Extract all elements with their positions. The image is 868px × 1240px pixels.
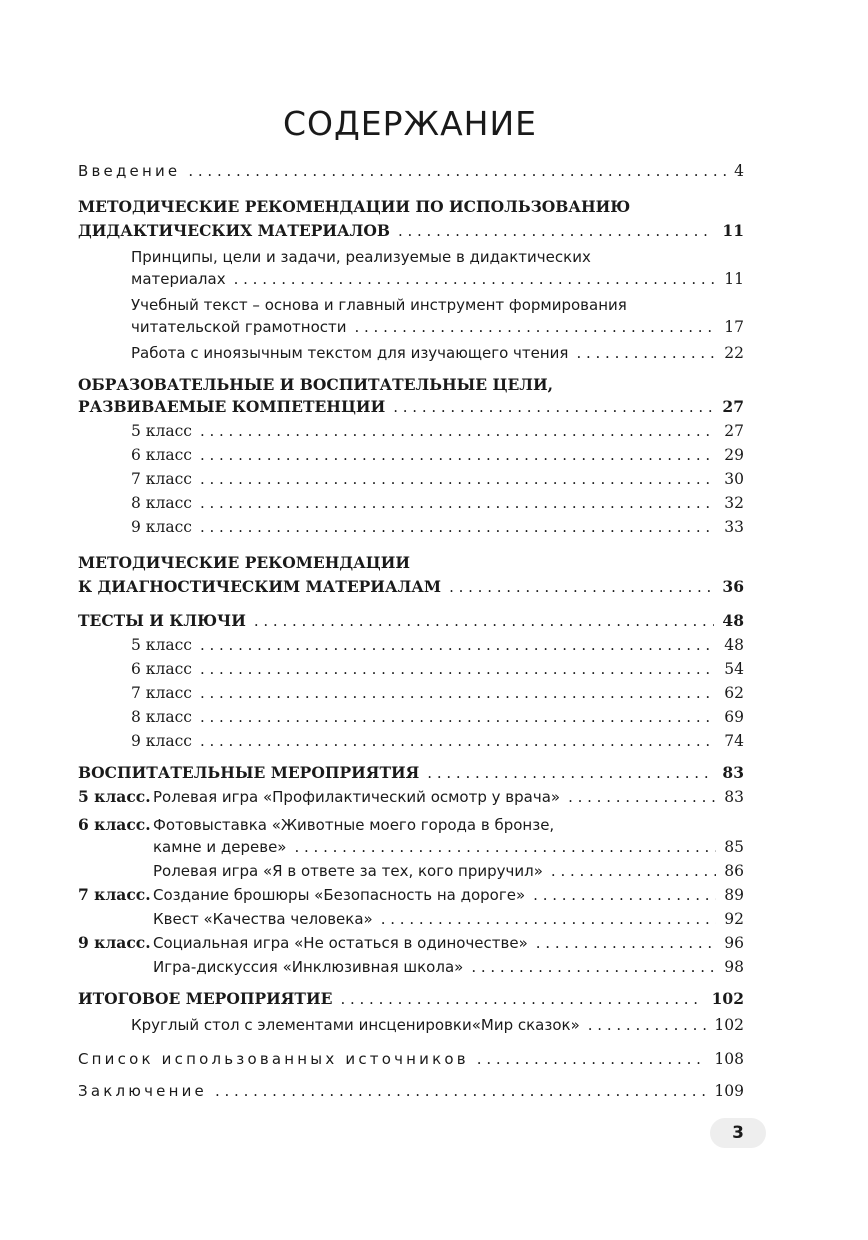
toc-page-number: 102: [711, 989, 744, 1008]
toc-subentry[interactable]: [131, 444, 744, 466]
toc-entry-label: ТЕСТЫ И КЛЮЧИ: [78, 611, 246, 630]
toc-entry-label: 8 класс: [131, 708, 192, 726]
toc-page-number: 54: [724, 660, 744, 678]
toc-subentry[interactable]: [131, 706, 744, 728]
toc-page-number: 83: [722, 763, 744, 782]
toc-page-number: 29: [724, 446, 744, 464]
toc-entry-label: 6 класс: [131, 446, 192, 464]
toc-page-number: 74: [724, 732, 744, 750]
toc-subentry[interactable]: [131, 342, 744, 364]
grade-label: 5 класс.: [78, 787, 151, 806]
toc-subentry[interactable]: [131, 492, 744, 514]
grade-label: 9 класс.: [78, 933, 151, 952]
toc-event-entry[interactable]: [153, 932, 744, 954]
toc-section-entry[interactable]: [78, 988, 744, 1010]
toc-subentry[interactable]: [131, 658, 744, 680]
toc-entry-label: материалах: [131, 270, 226, 288]
toc-subentry[interactable]: [131, 420, 744, 442]
toc-entry-label: 5 класс: [131, 422, 192, 440]
toc-event-entry[interactable]: [153, 956, 744, 978]
toc-section-heading: ОБРАЗОВАТЕЛЬНЫЕ И ВОСПИТАТЕЛЬНЫЕ ЦЕЛИ,: [78, 375, 554, 394]
toc-section-entry[interactable]: [78, 396, 744, 418]
toc-subentry[interactable]: [131, 682, 744, 704]
toc-page-number: 33: [724, 518, 744, 536]
toc-subentry[interactable]: [131, 268, 744, 290]
toc-section-heading: МЕТОДИЧЕСКИЕ РЕКОМЕНДАЦИИ ПО ИСПОЛЬЗОВАНИЮ: [78, 197, 631, 216]
toc-page-number: 83: [724, 788, 744, 806]
toc-entry-label: ИТОГОВОЕ МЕРОПРИЯТИЕ: [78, 989, 333, 1008]
toc-entry-label: Социальная игра «Не остаться в одиночестве»: [153, 934, 528, 952]
toc-page-number: 98: [724, 958, 744, 976]
toc-entry-label: 9 класс: [131, 732, 192, 750]
toc-event-entry[interactable]: [153, 836, 744, 858]
toc-page-number: 4: [734, 162, 744, 180]
toc-event-entry[interactable]: [153, 860, 744, 882]
toc-entry-label: Введение: [78, 162, 181, 180]
toc-entry-label: 9 класс: [131, 518, 192, 536]
toc-entry-label: Ролевая игра «Я в ответе за тех, кого приручил»: [153, 862, 543, 880]
toc-entry-label: Список использованных источников: [78, 1050, 469, 1068]
toc-subentry[interactable]: [131, 634, 744, 656]
toc-event-entry[interactable]: [153, 908, 744, 930]
toc-entry-label: Заключение: [78, 1082, 207, 1100]
toc-subentry[interactable]: [131, 468, 744, 490]
toc-section-entry[interactable]: [78, 220, 744, 242]
toc-entry-label: 7 класс: [131, 470, 192, 488]
toc-subentry-label: Принципы, цели и задачи, реализуемые в дидактических: [131, 248, 591, 266]
toc-page-number: 86: [724, 862, 744, 880]
toc-entry-label: ВОСПИТАТЕЛЬНЫЕ МЕРОПРИЯТИЯ: [78, 763, 420, 782]
toc-page-number: 62: [724, 684, 744, 702]
toc-entry-label: 6 класс: [131, 660, 192, 678]
toc-entry-label: К ДИАГНОСТИЧЕСКИМ МАТЕРИАЛАМ: [78, 577, 442, 596]
toc-page-number: 17: [724, 318, 744, 336]
toc-entry-label: 7 класс: [131, 684, 192, 702]
toc-entry-label: 5 класс: [131, 636, 192, 654]
grade-label: 6 класс.: [78, 815, 151, 834]
toc-entry-intro[interactable]: [78, 160, 744, 182]
toc-event-entry[interactable]: [153, 884, 744, 906]
page-number-badge: 3: [710, 1118, 766, 1148]
toc-subentry-label: Учебный текст – основа и главный инструмент формирования: [131, 296, 627, 314]
page-title: СОДЕРЖАНИЕ: [282, 104, 538, 143]
toc-subentry[interactable]: [131, 516, 744, 538]
toc-entry-label: 8 класс: [131, 494, 192, 512]
toc-page-number: 11: [724, 270, 744, 288]
toc-entry-label: ДИДАКТИЧЕСКИХ МАТЕРИАЛОВ: [78, 221, 390, 240]
toc-page-number: 30: [724, 470, 744, 488]
toc-entry-label: Квест «Качества человека»: [153, 910, 373, 928]
toc-page-number: 27: [724, 422, 744, 440]
toc-page-number: 102: [714, 1016, 744, 1034]
toc-subentry[interactable]: [131, 316, 744, 338]
toc-section-entry[interactable]: [78, 610, 744, 632]
grade-label: 7 класс.: [78, 885, 151, 904]
toc-page-number: 69: [724, 708, 744, 726]
toc-page-number: 109: [714, 1082, 744, 1100]
toc-event-entry[interactable]: [153, 786, 744, 808]
toc-entry-label: Игра-дискуссия «Инклюзивная школа»: [153, 958, 464, 976]
toc-subentry[interactable]: [131, 1014, 744, 1036]
toc-page-number: 96: [724, 934, 744, 952]
toc-page-number: 32: [724, 494, 744, 512]
toc-entry-label: Создание брошюры «Безопасность на дороге»: [153, 886, 526, 904]
toc-subentry[interactable]: [131, 730, 744, 752]
toc-page-number: 89: [724, 886, 744, 904]
toc-section-heading: МЕТОДИЧЕСКИЕ РЕКОМЕНДАЦИИ: [78, 553, 411, 572]
toc-page-number: 108: [714, 1050, 744, 1068]
toc-event-label: Фотовыставка «Животные моего города в бронзе,: [153, 816, 555, 834]
toc-entry-label: камне и дереве»: [153, 838, 287, 856]
toc-entry-label: Ролевая игра «Профилактический осмотр у врача»: [153, 788, 561, 806]
toc-entry-sources[interactable]: [78, 1048, 744, 1070]
toc-entry-label: Работа с иноязычным текстом для изучающего чтения: [131, 344, 569, 362]
toc-entry-label: Круглый стол с элементами инсценировки«Мир сказок»: [131, 1016, 580, 1034]
toc-page-number: 27: [722, 397, 744, 416]
toc-page-number: 11: [722, 221, 744, 240]
toc-entry-label: читательской грамотности: [131, 318, 347, 336]
toc-page-number: 85: [724, 838, 744, 856]
toc-page-number: 92: [724, 910, 744, 928]
toc-section-entry[interactable]: [78, 762, 744, 784]
toc-section-entry[interactable]: [78, 576, 744, 598]
toc-page-number: 48: [722, 611, 744, 630]
toc-page-number: 48: [724, 636, 744, 654]
toc-entry-conclusion[interactable]: [78, 1080, 744, 1102]
toc-page-number: 36: [722, 577, 744, 596]
toc-page-number: 22: [724, 344, 744, 362]
toc-entry-label: РАЗВИВАЕМЫЕ КОМПЕТЕНЦИИ: [78, 397, 386, 416]
